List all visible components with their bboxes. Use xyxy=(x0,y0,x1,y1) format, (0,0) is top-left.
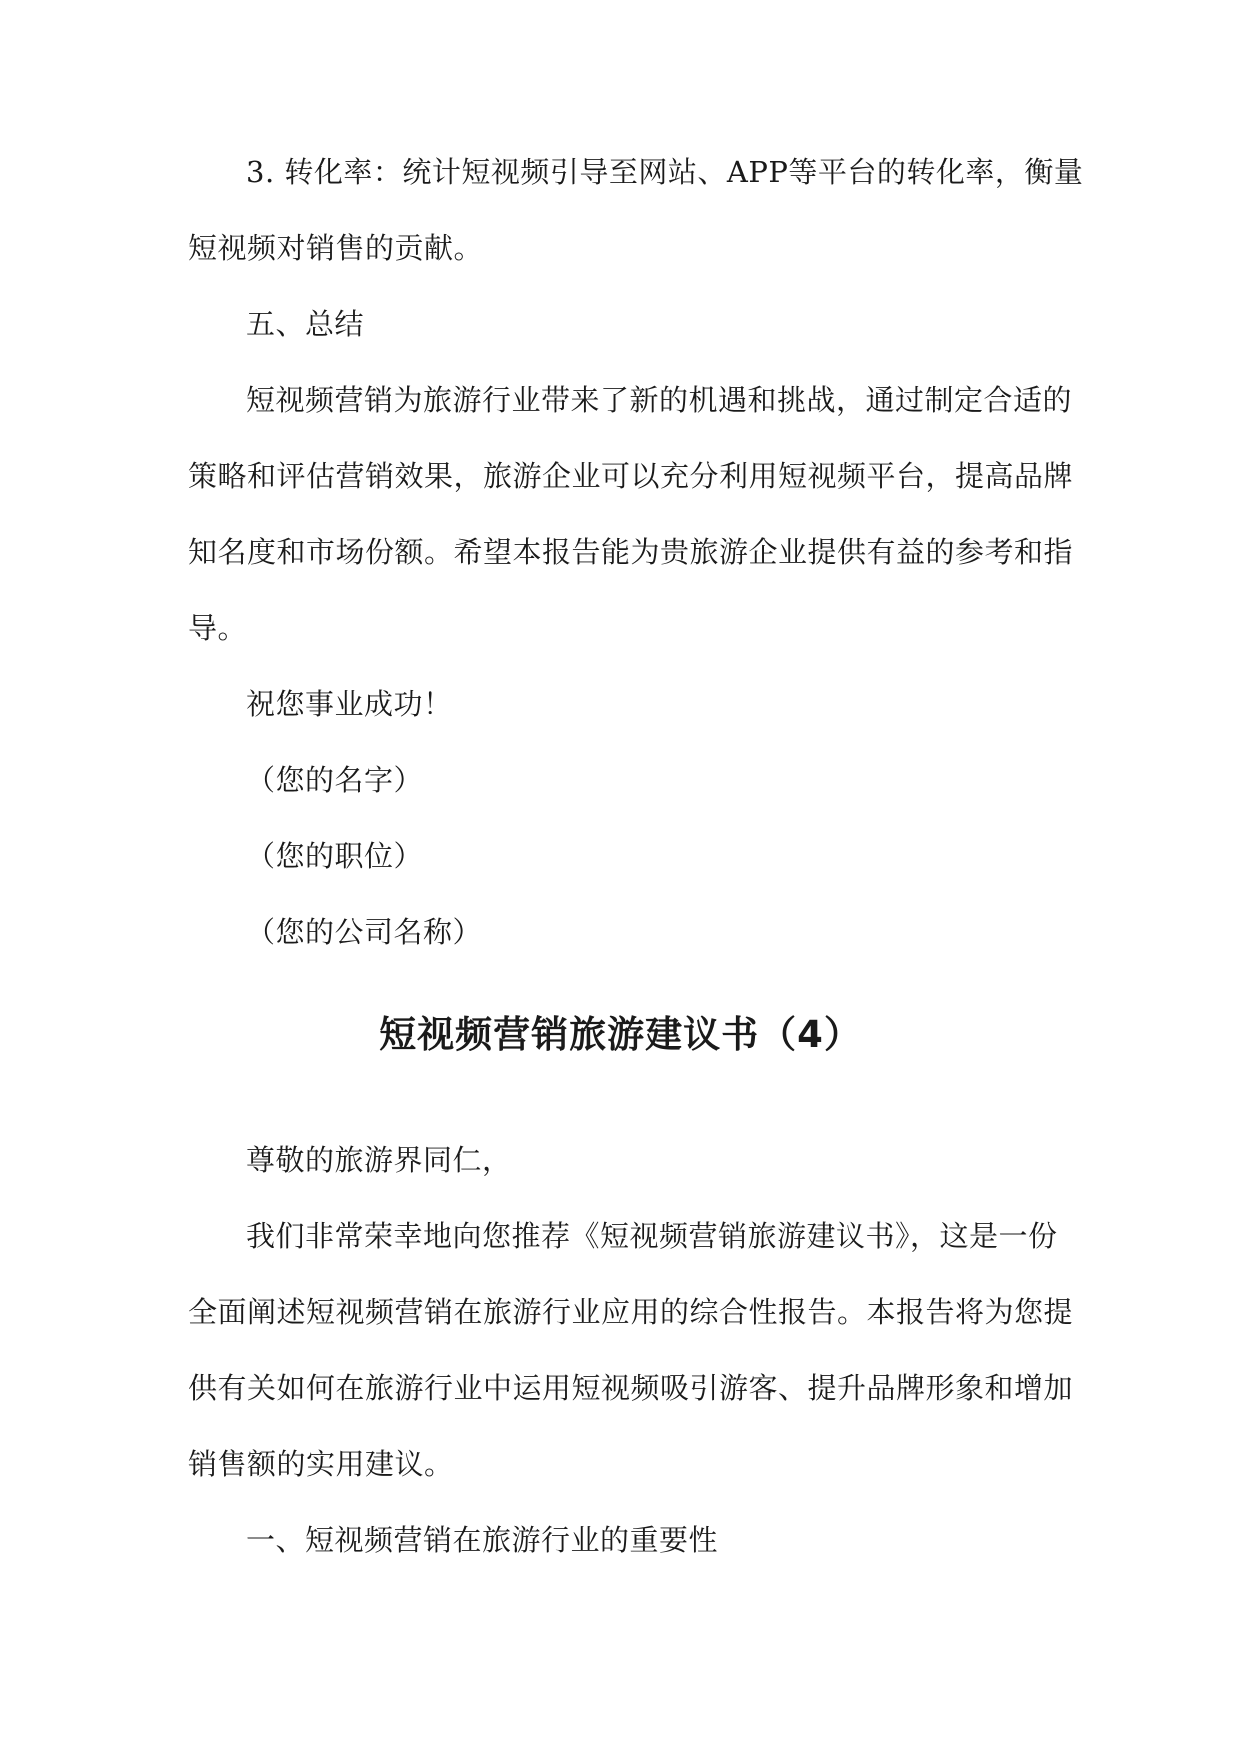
paragraph-line: 短视频对销售的贡献。 xyxy=(188,231,484,265)
greeting-text: 尊敬的旅游界同仁， xyxy=(246,1143,512,1177)
paragraph-line: 全面阐述短视频营销在旅游行业应用的综合性报告。本报告将为您提 xyxy=(188,1295,1074,1329)
greeting-block xyxy=(188,1122,1048,1198)
paragraph-line: 策略和评估营销效果，旅游企业可以充分利用短视频平台，提高品牌 xyxy=(188,459,1074,493)
paragraph-line: 知名度和市场份额。希望本报告能为贵旅游企业提供有益的参考和指 xyxy=(188,535,1074,569)
closing-block xyxy=(188,666,1048,970)
conversion-rate-paragraph xyxy=(188,134,1084,286)
position-placeholder: （您的职位） xyxy=(246,839,424,873)
summary-paragraph xyxy=(188,362,1074,666)
paragraph-line: 销售额的实用建议。 xyxy=(188,1447,454,1481)
paragraph-line: 导。 xyxy=(188,611,248,645)
section-heading: 五、总结 xyxy=(246,307,365,341)
section-heading-summary xyxy=(188,286,1048,362)
closing-text: 祝您事业成功！ xyxy=(246,687,453,721)
paragraph-line: 我们非常荣幸地向您推荐《短视频营销旅游建议书》，这是一份 xyxy=(246,1219,1058,1253)
intro-paragraph xyxy=(188,1198,1074,1502)
section-heading-importance xyxy=(188,1502,1048,1578)
name-placeholder: （您的名字） xyxy=(246,763,424,797)
document-title: 短视频营销旅游建议书（4） xyxy=(379,1013,862,1056)
paragraph-line: 供有关如何在旅游行业中运用短视频吸引游客、提升品牌形象和增加 xyxy=(188,1371,1074,1405)
paragraph-line: 3. 转化率：统计短视频引导至网站、APP等平台的转化率，衡量 xyxy=(246,155,1084,189)
paragraph-line: 短视频营销为旅游行业带来了新的机遇和挑战，通过制定合适的 xyxy=(246,383,1073,417)
company-placeholder: （您的公司名称） xyxy=(246,915,483,949)
section-heading: 一、短视频营销在旅游行业的重要性 xyxy=(246,1523,719,1557)
